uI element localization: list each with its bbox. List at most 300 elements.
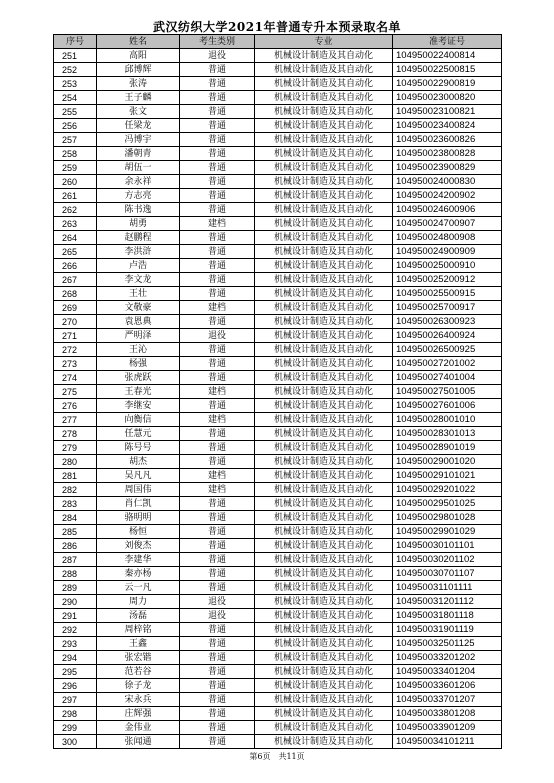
row-exam-no: 104950025000910 (393, 259, 502, 273)
row-seq: 283 (54, 497, 97, 511)
row-exam-no: 104950023000820 (393, 91, 502, 105)
row-type: 普通 (180, 161, 255, 175)
table-row (54, 609, 502, 623)
table-row (54, 371, 502, 385)
row-seq: 292 (54, 623, 97, 637)
row-type: 建档 (180, 483, 255, 497)
row-name: 王鑫 (97, 637, 180, 651)
row-name: 王子麟 (97, 91, 180, 105)
row-type: 普通 (180, 567, 255, 581)
row-major: 机械设计制造及其自动化 (255, 147, 393, 161)
row-exam-no: 104950033401204 (393, 665, 502, 679)
row-seq: 284 (54, 511, 97, 525)
row-seq: 272 (54, 343, 97, 357)
row-exam-no: 104950033201202 (393, 651, 502, 665)
row-major: 机械设计制造及其自动化 (255, 77, 393, 91)
row-seq: 291 (54, 609, 97, 623)
table-row (54, 63, 502, 77)
row-exam-no: 104950026400924 (393, 329, 502, 343)
row-type: 普通 (180, 707, 255, 721)
row-type: 普通 (180, 651, 255, 665)
row-name: 张闻通 (97, 735, 180, 749)
table-row (54, 427, 502, 441)
row-name: 李文龙 (97, 273, 180, 287)
row-exam-no: 104950024800908 (393, 231, 502, 245)
row-type: 普通 (180, 119, 255, 133)
row-exam-no: 104950029801028 (393, 511, 502, 525)
row-exam-no: 104950024000830 (393, 175, 502, 189)
row-name: 张虎跃 (97, 371, 180, 385)
admission-table (53, 34, 502, 749)
row-major: 机械设计制造及其自动化 (255, 455, 393, 469)
row-type: 普通 (180, 665, 255, 679)
row-major: 机械设计制造及其自动化 (255, 651, 393, 665)
row-exam-no: 104950023800828 (393, 147, 502, 161)
table-row (54, 581, 502, 595)
table-row (54, 483, 502, 497)
row-seq: 281 (54, 469, 97, 483)
row-exam-no: 104950029901029 (393, 525, 502, 539)
row-exam-no: 104950027601006 (393, 399, 502, 413)
table-row (54, 595, 502, 609)
row-seq: 270 (54, 315, 97, 329)
row-type: 建档 (180, 385, 255, 399)
row-name: 张文 (97, 105, 180, 119)
row-major: 机械设计制造及其自动化 (255, 49, 393, 63)
row-seq: 251 (54, 49, 97, 63)
header-exam-no: 准考证号 (393, 35, 502, 49)
table-row (54, 469, 502, 483)
row-seq: 274 (54, 371, 97, 385)
row-major: 机械设计制造及其自动化 (255, 483, 393, 497)
row-seq: 275 (54, 385, 97, 399)
row-major: 机械设计制造及其自动化 (255, 525, 393, 539)
table-row (54, 133, 502, 147)
row-seq: 280 (54, 455, 97, 469)
row-seq: 288 (54, 567, 97, 581)
row-exam-no: 104950028001010 (393, 413, 502, 427)
table-row (54, 455, 502, 469)
table-row (54, 175, 502, 189)
row-exam-no: 104950032501125 (393, 637, 502, 651)
table-row (54, 665, 502, 679)
table-row (54, 525, 502, 539)
row-exam-no: 104950024700907 (393, 217, 502, 231)
header-major: 专业 (255, 35, 393, 49)
table-row (54, 147, 502, 161)
table-row (54, 315, 502, 329)
table-row (54, 385, 502, 399)
row-major: 机械设计制造及其自动化 (255, 175, 393, 189)
row-seq: 263 (54, 217, 97, 231)
row-type: 普通 (180, 315, 255, 329)
table-row (54, 651, 502, 665)
row-exam-no: 104950029101021 (393, 469, 502, 483)
row-exam-no: 104950023100821 (393, 105, 502, 119)
row-major: 机械设计制造及其自动化 (255, 735, 393, 749)
row-major: 机械设计制造及其自动化 (255, 595, 393, 609)
row-name: 杨恒 (97, 525, 180, 539)
row-name: 高阳 (97, 49, 180, 63)
row-major: 机械设计制造及其自动化 (255, 105, 393, 119)
row-name: 李建华 (97, 553, 180, 567)
row-exam-no: 104950030201102 (393, 553, 502, 567)
table-row (54, 49, 502, 63)
row-name: 胡伍一 (97, 161, 180, 175)
row-major: 机械设计制造及其自动化 (255, 91, 393, 105)
table-row (54, 301, 502, 315)
row-major: 机械设计制造及其自动化 (255, 721, 393, 735)
table-row (54, 539, 502, 553)
row-name: 陈号号 (97, 441, 180, 455)
row-major: 机械设计制造及其自动化 (255, 665, 393, 679)
row-major: 机械设计制造及其自动化 (255, 259, 393, 273)
row-type: 普通 (180, 455, 255, 469)
row-major: 机械设计制造及其自动化 (255, 637, 393, 651)
row-major: 机械设计制造及其自动化 (255, 469, 393, 483)
row-seq: 297 (54, 693, 97, 707)
row-name: 任慧元 (97, 427, 180, 441)
row-major: 机械设计制造及其自动化 (255, 371, 393, 385)
row-name: 王壮 (97, 287, 180, 301)
row-name: 胡勇 (97, 217, 180, 231)
row-type: 普通 (180, 357, 255, 371)
row-seq: 279 (54, 441, 97, 455)
row-seq: 258 (54, 147, 97, 161)
row-major: 机械设计制造及其自动化 (255, 301, 393, 315)
table-row (54, 511, 502, 525)
row-type: 建档 (180, 217, 255, 231)
row-exam-no: 104950029001020 (393, 455, 502, 469)
header-type: 考生类别 (180, 35, 255, 49)
row-exam-no: 104950026300923 (393, 315, 502, 329)
row-type: 普通 (180, 441, 255, 455)
row-seq: 300 (54, 735, 97, 749)
row-seq: 289 (54, 581, 97, 595)
row-exam-no: 104950022400814 (393, 49, 502, 63)
row-exam-no: 104950030701107 (393, 567, 502, 581)
row-name: 王沁 (97, 343, 180, 357)
row-type: 退役 (180, 609, 255, 623)
row-name: 文敬豪 (97, 301, 180, 315)
header-seq: 序号 (54, 35, 97, 49)
table-row (54, 203, 502, 217)
table-row (54, 623, 502, 637)
row-name: 李继安 (97, 399, 180, 413)
row-exam-no: 104950028901019 (393, 441, 502, 455)
row-seq: 285 (54, 525, 97, 539)
row-exam-no: 104950033801208 (393, 707, 502, 721)
row-type: 普通 (180, 679, 255, 693)
row-type: 普通 (180, 175, 255, 189)
row-seq: 265 (54, 245, 97, 259)
row-name: 卢浩 (97, 259, 180, 273)
row-seq: 276 (54, 399, 97, 413)
row-major: 机械设计制造及其自动化 (255, 679, 393, 693)
table-row (54, 259, 502, 273)
row-exam-no: 104950031201112 (393, 595, 502, 609)
row-exam-no: 104950024600906 (393, 203, 502, 217)
table-row (54, 693, 502, 707)
row-name: 周力 (97, 595, 180, 609)
row-seq: 293 (54, 637, 97, 651)
row-type: 普通 (180, 63, 255, 77)
table-row (54, 77, 502, 91)
table-row (54, 161, 502, 175)
row-seq: 273 (54, 357, 97, 371)
row-type: 退役 (180, 595, 255, 609)
row-type: 普通 (180, 259, 255, 273)
row-seq: 294 (54, 651, 97, 665)
row-major: 机械设计制造及其自动化 (255, 399, 393, 413)
row-name: 宋永兵 (97, 693, 180, 707)
row-type: 普通 (180, 623, 255, 637)
row-major: 机械设计制造及其自动化 (255, 189, 393, 203)
row-type: 建档 (180, 469, 255, 483)
row-name: 胡杰 (97, 455, 180, 469)
row-name: 庄辉强 (97, 707, 180, 721)
row-major: 机械设计制造及其自动化 (255, 315, 393, 329)
row-name: 骆明明 (97, 511, 180, 525)
table-row (54, 721, 502, 735)
row-major: 机械设计制造及其自动化 (255, 693, 393, 707)
table-row (54, 357, 502, 371)
row-seq: 282 (54, 483, 97, 497)
row-exam-no: 104950029201022 (393, 483, 502, 497)
row-exam-no: 104950024200902 (393, 189, 502, 203)
table-row (54, 91, 502, 105)
row-type: 普通 (180, 721, 255, 735)
row-name: 袁恩典 (97, 315, 180, 329)
row-type: 普通 (180, 273, 255, 287)
row-name: 严明泽 (97, 329, 180, 343)
row-major: 机械设计制造及其自动化 (255, 581, 393, 595)
row-seq: 262 (54, 203, 97, 217)
row-exam-no: 104950033701207 (393, 693, 502, 707)
row-seq: 252 (54, 63, 97, 77)
row-seq: 255 (54, 105, 97, 119)
row-name: 张涛 (97, 77, 180, 91)
row-type: 普通 (180, 553, 255, 567)
row-type: 普通 (180, 693, 255, 707)
row-exam-no: 104950028301013 (393, 427, 502, 441)
row-type: 建档 (180, 301, 255, 315)
row-exam-no: 104950027401004 (393, 371, 502, 385)
row-exam-no: 104950023400824 (393, 119, 502, 133)
table-row (54, 189, 502, 203)
page-title: 武汉纺织大学2021年普通专升本预录取名单 (153, 20, 401, 34)
row-type: 普通 (180, 581, 255, 595)
table-row (54, 245, 502, 259)
row-exam-no: 104950029501025 (393, 497, 502, 511)
row-major: 机械设计制造及其自动化 (255, 217, 393, 231)
row-name: 肖仁凯 (97, 497, 180, 511)
row-major: 机械设计制造及其自动化 (255, 553, 393, 567)
row-name: 赵鹏程 (97, 231, 180, 245)
row-type: 普通 (180, 539, 255, 553)
row-major: 机械设计制造及其自动化 (255, 245, 393, 259)
row-name: 方志亮 (97, 189, 180, 203)
row-major: 机械设计制造及其自动化 (255, 133, 393, 147)
row-type: 建档 (180, 413, 255, 427)
row-type: 普通 (180, 77, 255, 91)
table-row (54, 679, 502, 693)
row-seq: 259 (54, 161, 97, 175)
row-major: 机械设计制造及其自动化 (255, 357, 393, 371)
row-seq: 266 (54, 259, 97, 273)
row-name: 余永祥 (97, 175, 180, 189)
table-row (54, 287, 502, 301)
row-type: 普通 (180, 399, 255, 413)
row-name: 杨强 (97, 357, 180, 371)
row-seq: 271 (54, 329, 97, 343)
row-exam-no: 104950025500915 (393, 287, 502, 301)
table-row (54, 441, 502, 455)
table-row (54, 553, 502, 567)
row-name: 王春光 (97, 385, 180, 399)
row-seq: 287 (54, 553, 97, 567)
row-exam-no: 104950022900819 (393, 77, 502, 91)
row-seq: 256 (54, 119, 97, 133)
table-row (54, 637, 502, 651)
row-seq: 298 (54, 707, 97, 721)
row-major: 机械设计制造及其自动化 (255, 609, 393, 623)
row-exam-no: 104950031101111 (393, 581, 502, 595)
row-exam-no: 104950030101101 (393, 539, 502, 553)
row-seq: 253 (54, 77, 97, 91)
row-seq: 257 (54, 133, 97, 147)
row-major: 机械设计制造及其自动化 (255, 385, 393, 399)
row-name: 冯博宇 (97, 133, 180, 147)
row-major: 机械设计制造及其自动化 (255, 567, 393, 581)
row-name: 向衡信 (97, 413, 180, 427)
row-name: 刘俊杰 (97, 539, 180, 553)
row-name: 任梁龙 (97, 119, 180, 133)
row-seq: 264 (54, 231, 97, 245)
page-footer: 第6页 共11页 (249, 752, 305, 761)
table-row (54, 399, 502, 413)
row-seq: 295 (54, 665, 97, 679)
row-name: 金伟业 (97, 721, 180, 735)
table-row (54, 119, 502, 133)
row-type: 普通 (180, 525, 255, 539)
row-seq: 261 (54, 189, 97, 203)
row-major: 机械设计制造及其自动化 (255, 161, 393, 175)
row-type: 普通 (180, 189, 255, 203)
row-major: 机械设计制造及其自动化 (255, 539, 393, 553)
row-type: 普通 (180, 133, 255, 147)
row-type: 普通 (180, 245, 255, 259)
row-type: 普通 (180, 511, 255, 525)
row-major: 机械设计制造及其自动化 (255, 497, 393, 511)
header-name: 姓名 (97, 35, 180, 49)
row-major: 机械设计制造及其自动化 (255, 231, 393, 245)
table-row (54, 217, 502, 231)
row-seq: 277 (54, 413, 97, 427)
row-seq: 299 (54, 721, 97, 735)
row-seq: 278 (54, 427, 97, 441)
row-seq: 260 (54, 175, 97, 189)
row-major: 机械设计制造及其自动化 (255, 273, 393, 287)
row-exam-no: 104950027501005 (393, 385, 502, 399)
row-seq: 296 (54, 679, 97, 693)
row-type: 普通 (180, 637, 255, 651)
row-type: 普通 (180, 231, 255, 245)
table-row (54, 105, 502, 119)
row-major: 机械设计制造及其自动化 (255, 287, 393, 301)
row-name: 周国伟 (97, 483, 180, 497)
row-name: 范若谷 (97, 665, 180, 679)
row-exam-no: 104950033601206 (393, 679, 502, 693)
table-row (54, 413, 502, 427)
row-major: 机械设计制造及其自动化 (255, 441, 393, 455)
row-name: 秦亦杨 (97, 567, 180, 581)
row-name: 徐子龙 (97, 679, 180, 693)
row-major: 机械设计制造及其自动化 (255, 119, 393, 133)
table-row (54, 231, 502, 245)
row-exam-no: 104950033901209 (393, 721, 502, 735)
row-type: 普通 (180, 497, 255, 511)
row-exam-no: 104950025700917 (393, 301, 502, 315)
table-row (54, 707, 502, 721)
row-major: 机械设计制造及其自动化 (255, 203, 393, 217)
row-type: 普通 (180, 371, 255, 385)
row-seq: 286 (54, 539, 97, 553)
table-row (54, 735, 502, 749)
table-header (54, 35, 502, 49)
row-major: 机械设计制造及其自动化 (255, 329, 393, 343)
row-major: 机械设计制造及其自动化 (255, 63, 393, 77)
row-exam-no: 104950031801118 (393, 609, 502, 623)
row-name: 汤磊 (97, 609, 180, 623)
row-type: 退役 (180, 49, 255, 63)
row-exam-no: 104950023900829 (393, 161, 502, 175)
row-name: 潘朝青 (97, 147, 180, 161)
row-name: 邱博辉 (97, 63, 180, 77)
row-name: 周梓铭 (97, 623, 180, 637)
row-exam-no: 104950031901119 (393, 623, 502, 637)
table-row (54, 497, 502, 511)
row-exam-no: 104950023600826 (393, 133, 502, 147)
table-row (54, 343, 502, 357)
row-name: 李洪浒 (97, 245, 180, 259)
table-row (54, 329, 502, 343)
table-row (54, 567, 502, 581)
row-major: 机械设计制造及其自动化 (255, 707, 393, 721)
row-major: 机械设计制造及其自动化 (255, 413, 393, 427)
row-type: 普通 (180, 91, 255, 105)
row-type: 普通 (180, 203, 255, 217)
table-body (54, 49, 502, 749)
row-exam-no: 104950024900909 (393, 245, 502, 259)
row-major: 机械设计制造及其自动化 (255, 511, 393, 525)
row-type: 普通 (180, 343, 255, 357)
row-major: 机械设计制造及其自动化 (255, 623, 393, 637)
row-seq: 254 (54, 91, 97, 105)
row-exam-no: 104950034101211 (393, 735, 502, 749)
row-exam-no: 104950022500815 (393, 63, 502, 77)
row-seq: 290 (54, 595, 97, 609)
row-type: 普通 (180, 147, 255, 161)
row-major: 机械设计制造及其自动化 (255, 427, 393, 441)
row-seq: 269 (54, 301, 97, 315)
row-name: 张宏锴 (97, 651, 180, 665)
row-name: 陈书逸 (97, 203, 180, 217)
row-seq: 268 (54, 287, 97, 301)
row-exam-no: 104950026500925 (393, 343, 502, 357)
row-type: 普通 (180, 735, 255, 749)
row-type: 退役 (180, 329, 255, 343)
